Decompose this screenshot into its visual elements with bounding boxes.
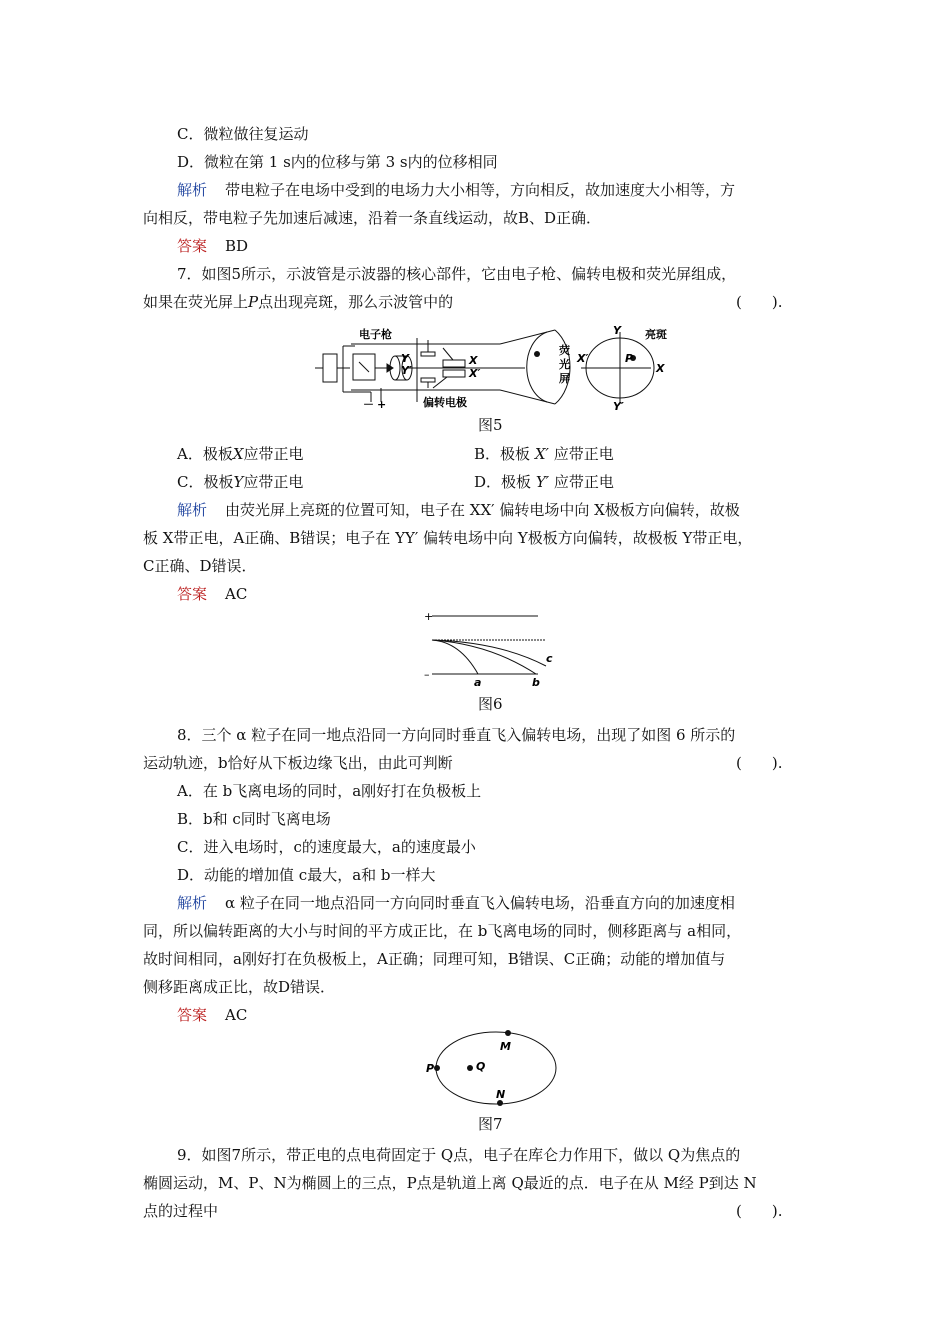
answer-value: AC [225, 585, 248, 603]
label-m: M [500, 1040, 511, 1053]
q9-stem-line-1: 9．如图7所示，带正电的点电荷固定于 Q点，电子在库仑力作用下，做以 Q为焦点的 [177, 1146, 741, 1164]
label-screen-y: Y [613, 324, 621, 337]
q8-option-a: A．在 b飞离电场的同时，a刚好打在负极板上 [177, 782, 482, 800]
q6-answer [177, 236, 248, 256]
option-text: 应带正电 [553, 445, 614, 463]
label-spot: 亮斑 [645, 328, 667, 341]
q8-analysis-line-1 [177, 893, 735, 913]
figure-5-caption: 图5 [478, 416, 503, 434]
q8-answer [177, 1005, 247, 1025]
label-screen-x: X [656, 362, 665, 375]
option-text: A．极板 [177, 445, 233, 463]
q8-analysis-line-2: 同，所以偏转距离的大小与时间的平方成正比，在 b飞离电场的同时，侧移距离与 a相同， [143, 922, 742, 940]
answer-label: 答案 [177, 585, 208, 603]
q6-option-c: C．微粒做往复运动 [177, 125, 309, 143]
q7-option-a [177, 444, 304, 464]
analysis-text: 带电粒子在电场中受到的电场力大小相等，方向相反，故加速度大小相等，方 [225, 181, 736, 199]
label-screen-y-prime: Y′ [613, 400, 624, 410]
analysis-text: 由荧光屏上亮斑的位置可知，电子在 XX′ 偏转电场中向 X极板方向偏转，故极 [225, 501, 740, 519]
option-var: X′ [534, 445, 549, 463]
figure-5-oscilloscope-tube [315, 322, 675, 410]
label-plus: + [424, 610, 434, 623]
q8-option-b: B．b和 c同时飞离电场 [177, 810, 331, 828]
label-x-prime: X′ [469, 367, 481, 380]
q7-analysis-line-3: C正确、D错误． [143, 557, 257, 575]
figure-7-caption: 图7 [478, 1115, 503, 1133]
label-a: a [474, 676, 482, 689]
label-n: N [496, 1088, 506, 1101]
label-screen-1: 荧 [559, 344, 570, 357]
q7-stem-line-1: 7．如图5所示，示波管是示波器的核心部件，它由电子枪、偏转电极和荧光屏组成， [177, 265, 737, 283]
label-q: Q [476, 1060, 486, 1073]
point-m [505, 1030, 511, 1036]
label-c: c [546, 652, 553, 665]
trajectory-a [432, 640, 478, 674]
analysis-label: 解析 [177, 894, 208, 912]
label-screen-2: 光 [559, 358, 570, 371]
stem-text: 点出现亮斑，那么示波管中的 [258, 293, 454, 311]
label-plus: + [377, 398, 387, 410]
stem-text: 如果在荧光屏上 [143, 293, 249, 311]
q7-option-b [474, 444, 614, 464]
q7-option-c [177, 472, 303, 492]
label-y: Y [401, 352, 409, 365]
option-text: 应带正电 [243, 445, 304, 463]
option-var: X [232, 445, 244, 463]
q7-option-d [474, 472, 614, 492]
q7-answer [177, 584, 247, 604]
power-box [323, 354, 337, 382]
label-minus: － [363, 398, 374, 410]
option-text: B．极板 [474, 445, 531, 463]
q8-analysis-line-4: 侧移距离成正比，故D错误． [143, 978, 336, 996]
answer-value: BD [225, 237, 249, 255]
label-deflect: 偏转电极 [423, 396, 467, 409]
label-minus: – [424, 668, 430, 681]
q6-analysis-line-1 [177, 180, 735, 200]
q8-stem-line-1: 8．三个 α 粒子在同一地点沿同一方向同时垂直飞入偏转电场，出现了如图 6 所示的 [177, 726, 736, 744]
analysis-label: 解析 [177, 181, 208, 199]
label-screen-p: P [625, 352, 634, 365]
q7-stem-line-2 [143, 292, 453, 312]
figure-6-trajectories [420, 606, 560, 690]
point-q [467, 1065, 473, 1071]
option-text: D．极板 [474, 473, 532, 491]
option-text: 应带正电 [553, 473, 614, 491]
q7-answer-paren: ( ). [736, 293, 783, 311]
label-x: X [469, 354, 478, 367]
option-var: Y [233, 473, 244, 491]
answer-value: AC [225, 1006, 248, 1024]
q6-option-d: D．微粒在第 1 s内的位移与第 3 s内的位移相同 [177, 153, 498, 171]
label-p: P [426, 1062, 435, 1075]
label-b: b [532, 676, 540, 689]
option-text: 应带正电 [243, 473, 304, 491]
figure-6-caption: 图6 [478, 695, 503, 713]
point-p [434, 1065, 440, 1071]
label-y-prime: Y′ [401, 364, 412, 377]
figure-7-ellipse-orbit [420, 1026, 560, 1114]
q8-answer-paren: ( ). [736, 754, 783, 772]
label-screen-x-prime: X′ [577, 352, 589, 365]
q6-analysis-line-2: 向相反，带电粒子先加速后减速，沿着一条直线运动，故B、D正确． [143, 209, 602, 227]
label-gun: 电子枪 [359, 328, 392, 341]
spot-dot-side [534, 351, 540, 357]
stem-var-p: P [248, 293, 259, 311]
answer-label: 答案 [177, 1006, 208, 1024]
q8-stem-line-2: 运动轨迹，b恰好从下板边缘飞出，由此可判断 [143, 754, 453, 772]
q9-answer-paren: ( ). [736, 1202, 783, 1220]
option-text: C．极板 [177, 473, 234, 491]
label-screen-3: 屏 [559, 372, 570, 385]
q8-option-d: D．动能的增加值 c最大，a和 b一样大 [177, 866, 436, 884]
q9-stem-line-2: 椭圆运动，M、P、N为椭圆上的三点，P点是轨道上离 Q最近的点．电子在从 M经 P到达 N [143, 1174, 757, 1192]
q7-analysis-line-1 [177, 500, 740, 520]
q7-analysis-line-2: 板 X带正电，A正确、B错误；电子在 YY′ 偏转电场中向 Y极板方向偏转，故极板 Y带正电， [143, 529, 753, 547]
analysis-text: α 粒子在同一地点沿同一方向同时垂直飞入偏转电场，沿垂直方向的加速度相 [225, 894, 735, 912]
q9-stem-line-3: 点的过程中 [143, 1202, 219, 1220]
answer-label: 答案 [177, 237, 208, 255]
q8-option-c: C．进入电场时，c的速度最大，a的速度最小 [177, 838, 476, 856]
option-var: Y′ [535, 473, 550, 491]
q8-analysis-line-3: 故时间相同，a刚好打在负极板上，A正确；同理可知，B错误、C正确；动能的增加值与 [143, 950, 726, 968]
analysis-label: 解析 [177, 501, 208, 519]
